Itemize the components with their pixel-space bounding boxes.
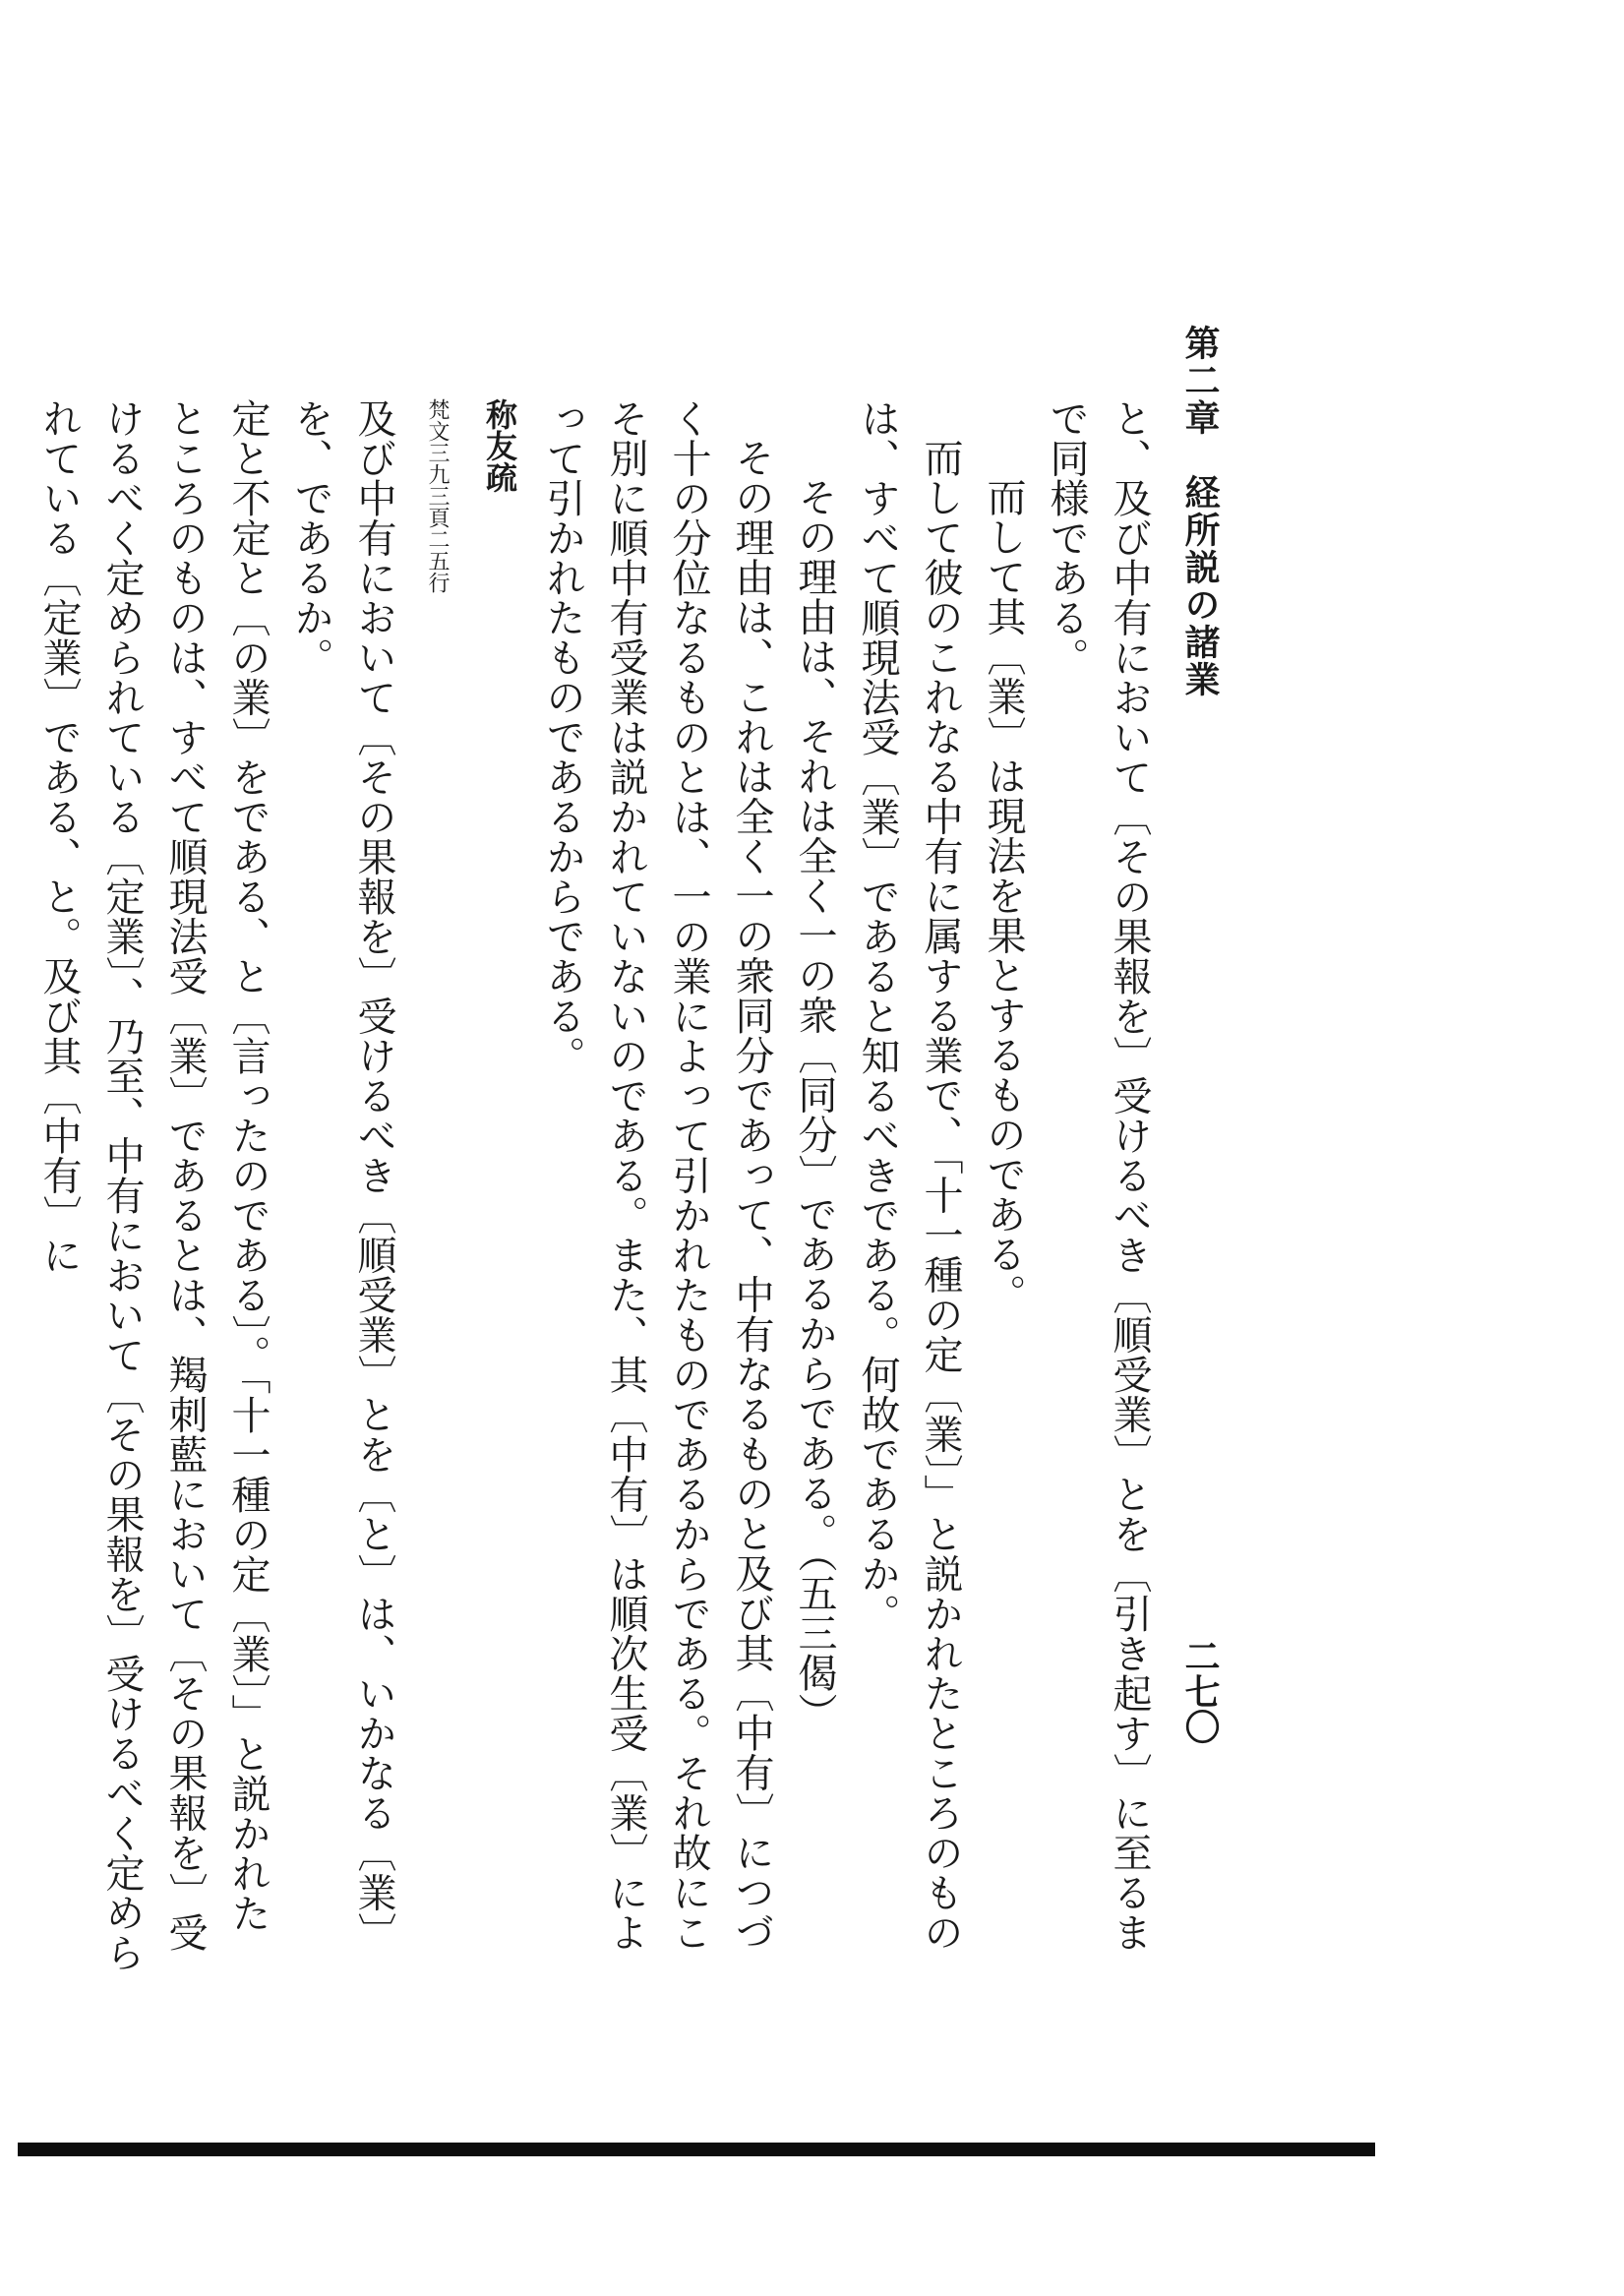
bottom-rule [18, 2143, 1375, 2156]
body-text [36, 398, 1161, 1972]
page-number: 二七〇 [1179, 1638, 1221, 1744]
commentary-paragraph-1: 及び中有において〔その果報を〕受けるべき〔順受業〕とを〔と〕は、いかなる〔業〕を、であるか。 [288, 398, 396, 1953]
commentary-paragraph-2: 定と不定と〔の業〕をである、と〔言ったのである〕。「十一種の定〔業〕」と説かれたところのものは、すべて順現法受〔業〕であるとは、羯刺藍において〔その果報を〕受けるべく定められている〔定業〕、乃至、中有において〔その果報を〕受けるべく定められている〔定業〕である、と。及び其〔中有〕に [36, 398, 271, 1972]
commentary-citation: 梵文三九三頁二五行 [425, 398, 450, 593]
commentary-label: 称友疏 [481, 398, 518, 493]
running-head-chapter-title: 第二章 経所説の諸業 [1179, 325, 1221, 698]
paragraph-5: その理由は、これは全く一の衆同分であって、中有なるものと及び其〔中有〕につづく十の分位なるものとは、一の業によって引かれたものであるからである。それ故にこそ別に順中有受業は説かれていないのである。また、其〔中有〕は順次生受〔業〕によって引かれたものであるからである。 [540, 398, 774, 1953]
paragraph-4: その理由は、それは全く一の衆〔同分〕であるからである。（五三偈） [792, 477, 837, 1732]
paragraph-3: 而して彼のこれなる中有に属する業で、「十一種の定〔業〕」と説かれたところのものは、すべて順現法受〔業〕であると知るべきである。何故であるか。 [855, 398, 963, 1953]
paragraph-2: 而して其〔業〕は現法を果とするものである。 [981, 477, 1026, 1314]
commentary-block [405, 398, 531, 1972]
paragraph-1: と、及び中有において〔その果報を〕受けるべき〔順受業〕とを〔引き起す〕に至るまで同様である。 [1044, 398, 1152, 1953]
